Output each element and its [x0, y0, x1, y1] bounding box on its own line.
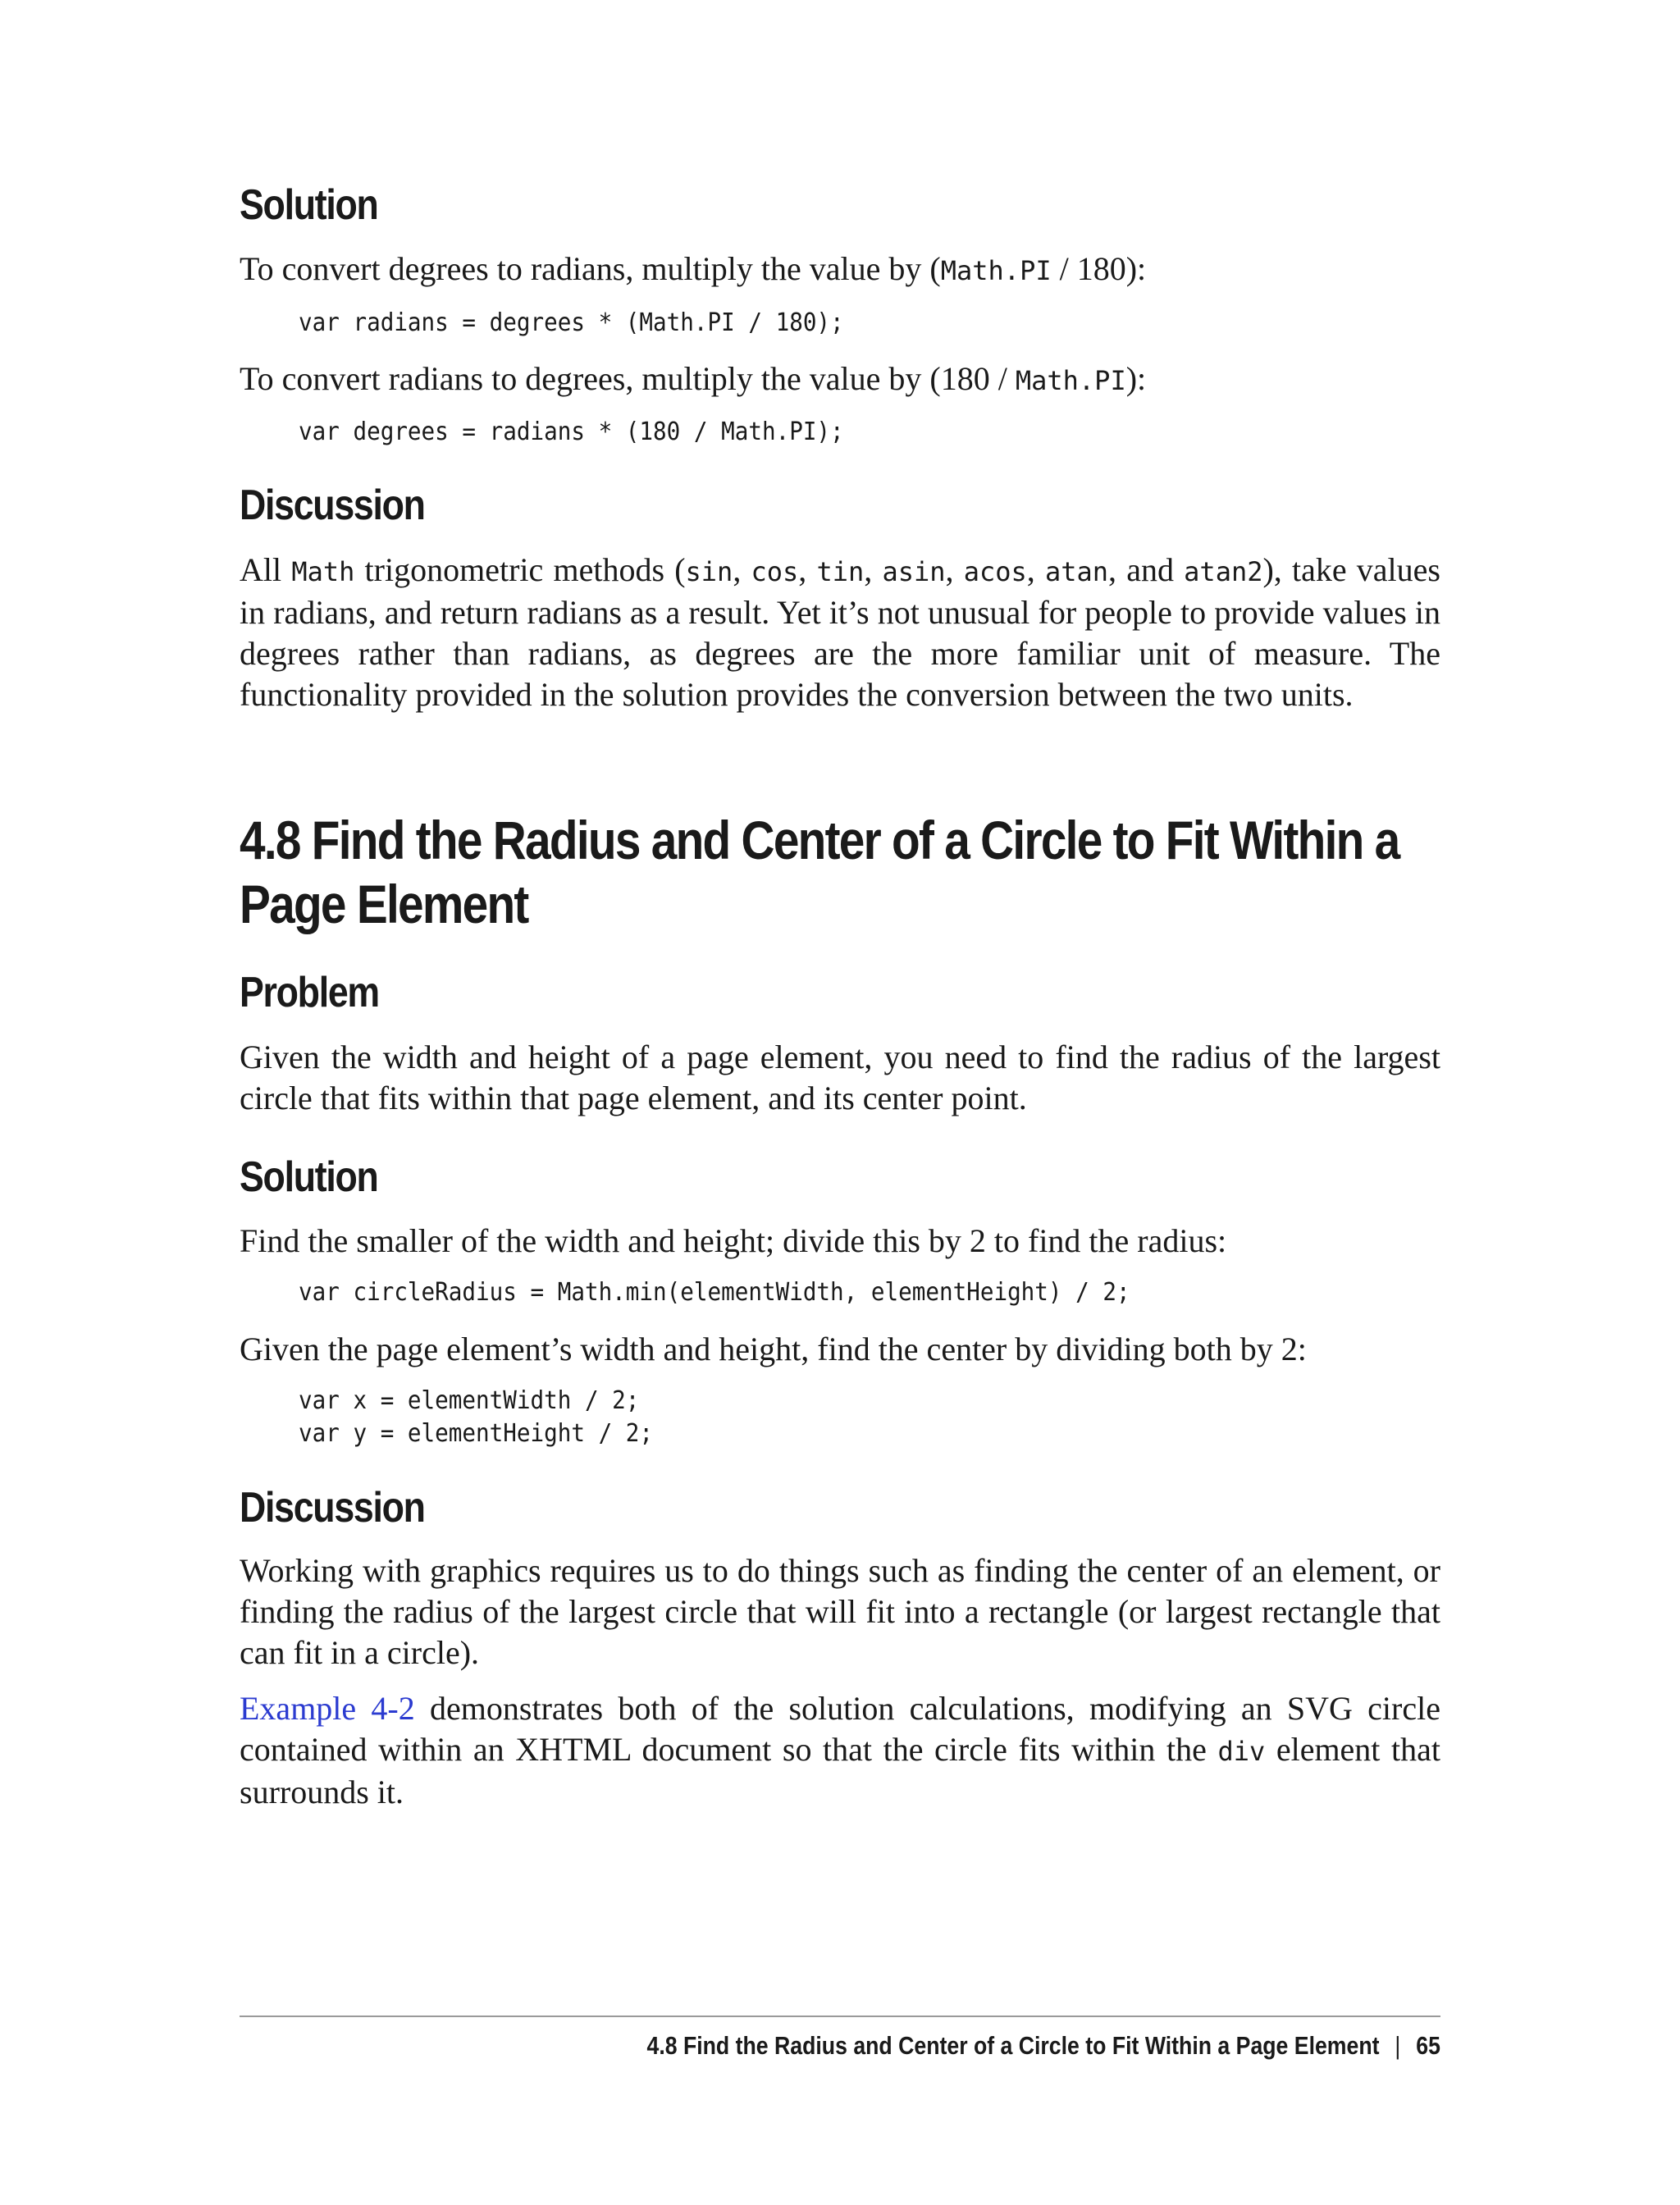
discussion-paragraph: All Math trigonometric methods (sin, cos, tin, asin, acos, atan, and atan2), take values in radians, and return radians as a result. Yet it’s not unusual for people to provide values in degrees rather than radians, as degrees are the more familiar unit of measure. The functionality provided in the solution provides the conversion between the two units.: [240, 551, 1440, 713]
problem-heading: Problem: [240, 969, 379, 1016]
discussion-paragraph-2: Working with graphics requires us to do things such as finding the center of an element, or finding the radius of the largest circle that will fit into a rectangle (or largest rectangle that can fit in a circle).: [240, 1552, 1440, 1671]
solution-paragraph-2: To convert radians to degrees, multiply the value by (180 / Math.PI):: [240, 360, 1147, 397]
solution-heading: Solution: [240, 181, 378, 229]
running-title: 4.8 Find the Radius and Center of a Circle to Fit Within a Page Element: [646, 2031, 1380, 2060]
discussion-paragraph-3: Example 4-2 demonstrates both of the solution calculations, modifying an SVG circle contained within an XHTML document so that the circle fits within the div element that surrounds it.: [240, 1690, 1440, 1810]
inline-code: Math.PI: [1015, 365, 1126, 396]
solution-heading-2: Solution: [240, 1153, 378, 1201]
page-footer: [647, 2029, 1440, 2062]
solution-paragraph-3: Find the smaller of the width and height; divide this by 2 to find the radius:: [240, 1222, 1227, 1259]
section-title: 4.8 Find the Radius and Center of a Circle to Fit Within a Page Element: [240, 810, 1399, 934]
page-number: 65: [1416, 2031, 1440, 2060]
inline-code: Math.PI: [940, 255, 1052, 286]
code-block-deg-to-rad: var radians = degrees * (Math.PI / 180);: [299, 308, 844, 337]
example-link[interactable]: Example 4-2: [240, 1690, 415, 1727]
code-block-rad-to-deg: var degrees = radians * (180 / Math.PI);: [299, 418, 844, 446]
footer-separator: |: [1395, 2031, 1401, 2060]
solution-paragraph-4: Given the page element’s width and height, find the center by dividing both by 2:: [240, 1331, 1307, 1367]
discussion-heading: Discussion: [240, 482, 425, 529]
footer-rule: [240, 2016, 1440, 2017]
discussion-heading-2: Discussion: [240, 1484, 425, 1532]
code-block-center: var x = elementWidth / 2; var y = elementHeight / 2;: [299, 1386, 654, 1448]
problem-paragraph: Given the width and height of a page element, you need to find the radius of the largest circle that fits within that page element, and its center point.: [240, 1039, 1440, 1116]
solution-paragraph-1: To convert degrees to radians, multiply the value by (Math.PI / 180):: [240, 250, 1147, 287]
code-block-circle-radius: var circleRadius = Math.min(elementWidth, elementHeight) / 2;: [299, 1278, 1130, 1307]
inline-code: div: [1217, 1736, 1266, 1767]
